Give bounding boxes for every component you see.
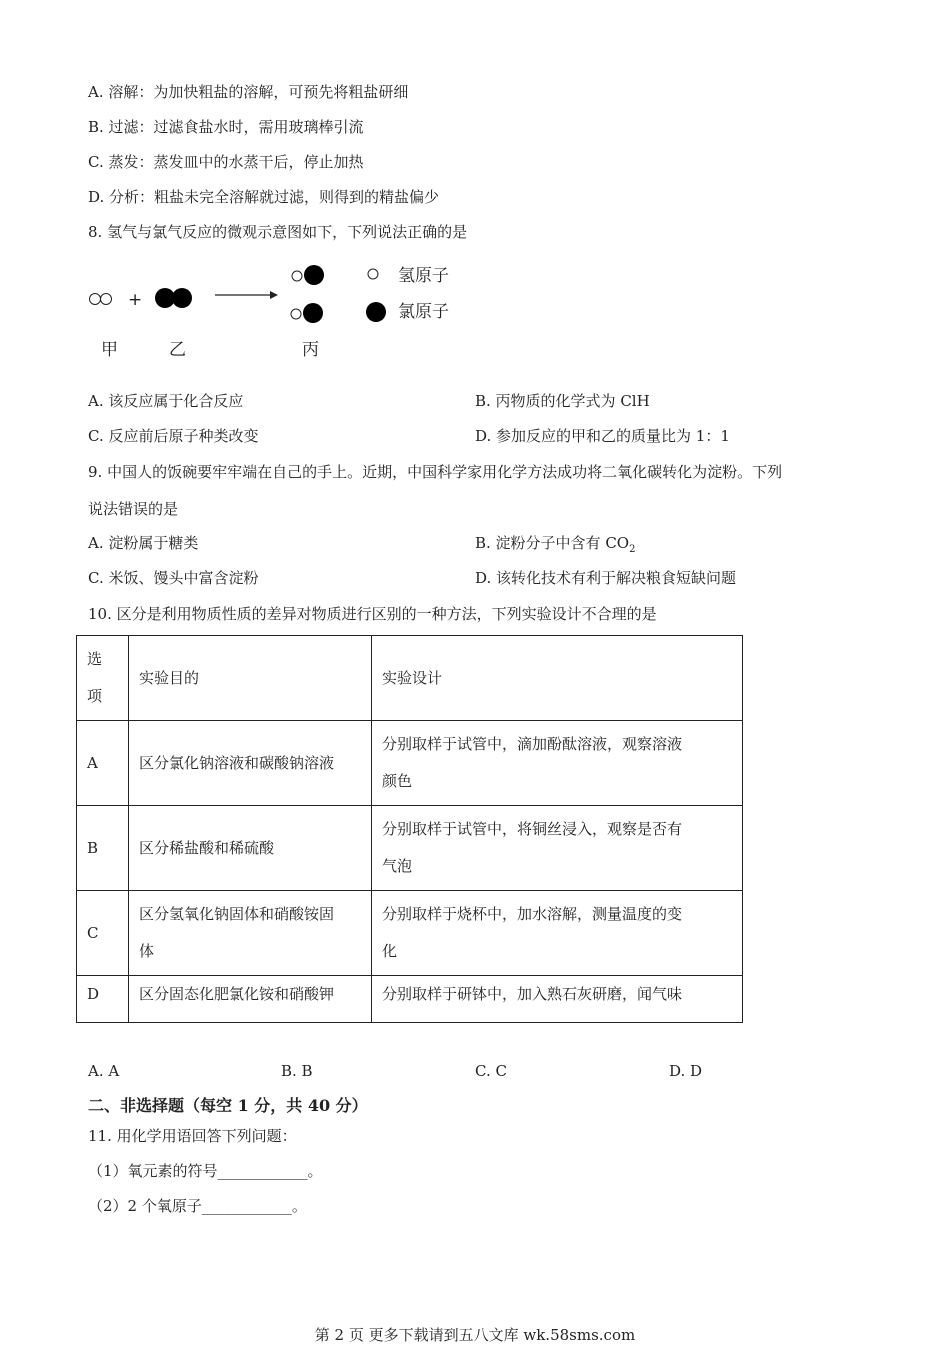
header-purpose: 实验目的 — [129, 636, 372, 721]
header-option-line2: 项 — [87, 687, 103, 705]
legend-chlorine-label: 氯原子 — [398, 302, 449, 322]
header-option-line1: 选 — [87, 650, 103, 668]
row-design — [372, 806, 743, 891]
row-design-line2: 气泡 — [382, 857, 413, 875]
q10-stem: 10. 区分是利用物质性质的差异对物质进行区别的一种方法，下列实验设计不合理的是 — [88, 605, 657, 623]
header-design: 实验设计 — [372, 636, 743, 721]
label-bing: 丙 — [302, 340, 319, 360]
row-purpose-line1: 区分氢氧化钠固体和硝酸铵固 — [139, 905, 335, 923]
q10-answer-c: C. C — [475, 1062, 507, 1080]
q11-stem: 11. 用化学用语回答下列问题： — [88, 1127, 297, 1145]
row-option: C — [77, 891, 129, 976]
q10-answer-a: A. A — [88, 1062, 120, 1080]
row-design-line2: 化 — [382, 942, 398, 960]
row-purpose — [129, 806, 372, 891]
molecule-yi — [155, 288, 192, 308]
row-purpose-line1: 区分氯化钠溶液和碳酸钠溶液 — [139, 753, 335, 772]
q7-option-d: D. 分析：粗盐未完全溶解就过滤，则得到的精盐偏少 — [88, 188, 440, 206]
q7-option-b: B. 过滤：过滤食盐水时，需用玻璃棒引流 — [88, 118, 364, 136]
row-design-line1: 分别取样于试管中，将铜丝浸入，观察是否有 — [382, 820, 683, 838]
q8-option-c: C. 反应前后原子种类改变 — [88, 427, 259, 445]
q10-answer-b: B. B — [281, 1062, 313, 1080]
legend-hydrogen-label: 氢原子 — [398, 266, 449, 286]
reaction-arrow — [215, 291, 278, 299]
legend-chlorine-symbol — [366, 302, 386, 322]
legend-hydrogen-symbol — [368, 269, 378, 279]
row-option: A — [77, 721, 129, 806]
q7-option-c: C. 蒸发：蒸发皿中的水蒸干后，停止加热 — [88, 153, 364, 171]
row-purpose-line2: 体 — [139, 942, 155, 960]
row-design — [372, 891, 743, 976]
table-row — [77, 721, 743, 806]
row-option: D — [77, 976, 129, 1023]
row-purpose-line1: 区分固态化肥氯化铵和硝酸钾 — [139, 985, 335, 1003]
q8-stem: 8. 氢气与氯气反应的微观示意图如下，下列说法正确的是 — [88, 223, 468, 241]
q9-option-a: A. 淀粉属于糖类 — [88, 534, 199, 552]
q11-part2: （2）2 个氧原子____________。 — [88, 1197, 307, 1215]
table-row — [77, 806, 743, 891]
q10-answer-d: D. D — [669, 1062, 703, 1080]
row-purpose — [129, 721, 372, 806]
q11-part1: （1）氧元素的符号____________。 — [88, 1162, 323, 1180]
q9-option-b-subscript: 2 — [629, 544, 636, 555]
row-option: B — [77, 806, 129, 891]
row-design-line1: 分别取样于研钵中，加入熟石灰研磨，闻气味 — [382, 985, 683, 1003]
molecule-jia — [90, 294, 112, 305]
q9-option-b-text: B. 淀粉分子中含有 CO — [475, 534, 630, 552]
row-purpose — [129, 891, 372, 976]
q8-option-a: A. 该反应属于化合反应 — [88, 392, 244, 410]
row-purpose — [129, 976, 372, 1023]
header-option — [77, 636, 129, 721]
q9-stem-line2: 说法错误的是 — [88, 500, 179, 518]
reaction-diagram — [80, 255, 480, 370]
q10-table — [76, 635, 743, 1023]
label-yi: 乙 — [169, 340, 186, 360]
table-row — [77, 891, 743, 976]
q9-option-b — [475, 533, 635, 560]
label-jia: 甲 — [101, 340, 118, 360]
table-header-row — [77, 636, 743, 721]
q9-option-d: D. 该转化技术有利于解决粮食短缺问题 — [475, 569, 737, 587]
section-title: 二、非选择题（每空 1 分，共 40 分） — [88, 1096, 368, 1115]
row-purpose-line1: 区分稀盐酸和稀硫酸 — [139, 838, 275, 857]
table-row — [77, 976, 743, 1023]
row-design — [372, 721, 743, 806]
q9-option-c: C. 米饭、馒头中富含淀粉 — [88, 569, 259, 587]
row-design-line2: 颜色 — [382, 772, 413, 790]
molecule-bing-2 — [291, 303, 323, 323]
q9-stem-line1: 9. 中国人的饭碗要牢牢端在自己的手上。近期，中国科学家用化学方法成功将二氧化碳转化为淀粉。下列 — [88, 463, 783, 481]
q7-option-a: A. 溶解：为加快粗盐的溶解，可预先将粗盐研细 — [88, 83, 409, 101]
molecule-bing-1 — [292, 265, 324, 285]
q8-option-d: D. 参加反应的甲和乙的质量比为 1：1 — [475, 427, 730, 445]
page-footer: 第 2 页 更多下载请到五八文库 wk.58sms.com — [314, 1326, 636, 1344]
plus-sign: + — [128, 290, 143, 310]
q8-option-b: B. 丙物质的化学式为 ClH — [475, 392, 650, 410]
row-design — [372, 976, 743, 1023]
row-design-line1: 分别取样于试管中，滴加酚酞溶液，观察溶液 — [382, 735, 683, 753]
row-design-line1: 分别取样于烧杯中，加水溶解，测量温度的变 — [382, 905, 683, 923]
